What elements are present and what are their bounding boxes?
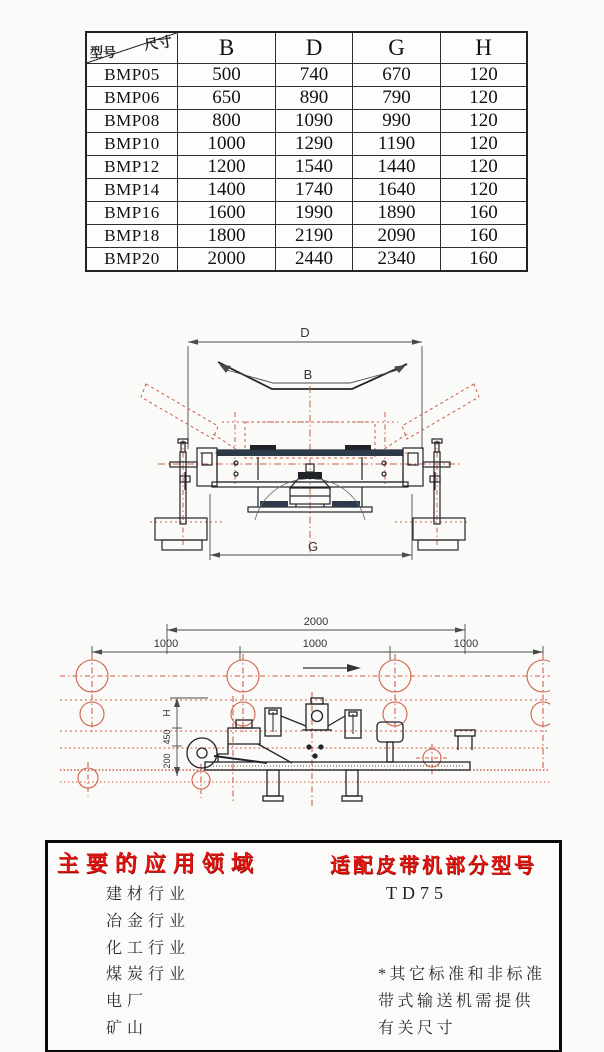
note-line: 有关尺寸 — [378, 1020, 457, 1037]
spec-cell: 1540 — [276, 155, 353, 178]
industry-item: 冶金行业 — [106, 913, 191, 930]
model-cell: BMP06 — [86, 86, 178, 109]
col-header-b: B — [178, 32, 276, 63]
dim-label-b: B — [303, 367, 313, 382]
spec-cell: 120 — [441, 132, 528, 155]
spec-cell: 1640 — [353, 178, 441, 201]
spec-cell: 1740 — [276, 178, 353, 201]
dim-label-1000-left: 1000 — [153, 638, 179, 650]
spec-cell: 890 — [276, 86, 353, 109]
table-row — [86, 132, 527, 155]
spec-cell: 1000 — [178, 132, 276, 155]
belt-center-lines — [60, 676, 550, 782]
spec-cell: 1090 — [276, 109, 353, 132]
spec-cell: 650 — [178, 86, 276, 109]
spec-cell: 2190 — [276, 224, 353, 247]
spec-cell: 120 — [441, 155, 528, 178]
dimension-1000-segments — [92, 638, 543, 660]
spec-cell: 1200 — [178, 155, 276, 178]
corner-label-size: 尺寸 — [143, 35, 174, 54]
spec-cell: 160 — [441, 224, 528, 247]
col-header-d: D — [276, 32, 353, 63]
table-row — [86, 63, 527, 86]
table-row — [86, 155, 527, 178]
dim-label-200: 200 — [162, 753, 172, 769]
note-line: *其它标准和非标准 — [378, 966, 546, 983]
col-header-h: H — [441, 32, 528, 63]
table-row — [86, 224, 527, 247]
belt-conveyor-model: TD75 — [386, 883, 448, 903]
spec-cell: 1990 — [276, 201, 353, 224]
spec-cell: 670 — [353, 63, 441, 86]
corner-header-cell — [86, 32, 178, 63]
spec-cell: 1440 — [353, 155, 441, 178]
spec-cell: 2440 — [276, 247, 353, 271]
spec-cell: 160 — [441, 201, 528, 224]
spec-cell: 990 — [353, 109, 441, 132]
model-cell: BMP10 — [86, 132, 178, 155]
cross-section-diagram — [140, 322, 480, 572]
spec-cell: 790 — [353, 86, 441, 109]
spec-cell: 1600 — [178, 201, 276, 224]
dim-label-h: H — [162, 709, 173, 717]
model-cell: BMP12 — [86, 155, 178, 178]
industry-item: 矿山 — [106, 1020, 149, 1037]
spec-cell: 740 — [276, 63, 353, 86]
table-row — [86, 178, 527, 201]
spec-header-row — [86, 32, 527, 63]
table-row — [86, 109, 527, 132]
spec-cell: 120 — [441, 109, 528, 132]
speed-sensor-wheel — [187, 738, 217, 768]
model-cell: BMP20 — [86, 247, 178, 271]
dim-label-1000-mid: 1000 — [302, 638, 328, 650]
application-areas-header: 主要的应用领域 — [57, 851, 261, 876]
spec-cell: 2340 — [353, 247, 441, 271]
industry-item: 化工行业 — [106, 940, 191, 957]
phantom-idlers — [141, 384, 479, 554]
spec-cell: 120 — [441, 178, 528, 201]
spec-cell: 800 — [178, 109, 276, 132]
model-cell: BMP16 — [86, 201, 178, 224]
spec-table — [85, 31, 528, 272]
industry-item: 煤炭行业 — [106, 966, 191, 983]
dim-label-450: 450 — [162, 729, 172, 745]
model-cell: BMP08 — [86, 109, 178, 132]
dim-label-1000-right: 1000 — [453, 638, 479, 650]
dim-label-g: G — [307, 539, 319, 554]
compatible-models-header: 适配皮带机部分型号 — [330, 855, 537, 877]
spec-cell: 120 — [441, 86, 528, 109]
spec-cell: 160 — [441, 247, 528, 271]
application-table — [45, 840, 562, 1052]
direction-arrow — [303, 664, 361, 672]
dimension-b — [219, 364, 406, 383]
spec-cell: 1800 — [178, 224, 276, 247]
model-cell: BMP18 — [86, 224, 178, 247]
dim-label-2000: 2000 — [303, 616, 329, 628]
spec-cell: 1190 — [353, 132, 441, 155]
industry-item: 建材行业 — [106, 886, 191, 903]
spec-cell: 2090 — [353, 224, 441, 247]
spec-cell: 2000 — [178, 247, 276, 271]
spec-cell: 1890 — [353, 201, 441, 224]
spec-cell: 1290 — [276, 132, 353, 155]
col-header-g: G — [353, 32, 441, 63]
industry-item: 电厂 — [106, 993, 149, 1010]
table-row — [86, 201, 527, 224]
spec-cell: 120 — [441, 63, 528, 86]
spec-cell: 1400 — [178, 178, 276, 201]
side-view-diagram — [60, 606, 550, 816]
note-line: 带式输送机需提供 — [378, 993, 535, 1010]
model-cell: BMP05 — [86, 63, 178, 86]
spec-cell: 500 — [178, 63, 276, 86]
dim-label-d: D — [300, 325, 310, 340]
model-cell: BMP14 — [86, 178, 178, 201]
corner-label-model: 型号 — [90, 44, 117, 60]
table-row — [86, 86, 527, 109]
table-row — [86, 247, 527, 271]
dimension-d — [188, 325, 422, 449]
